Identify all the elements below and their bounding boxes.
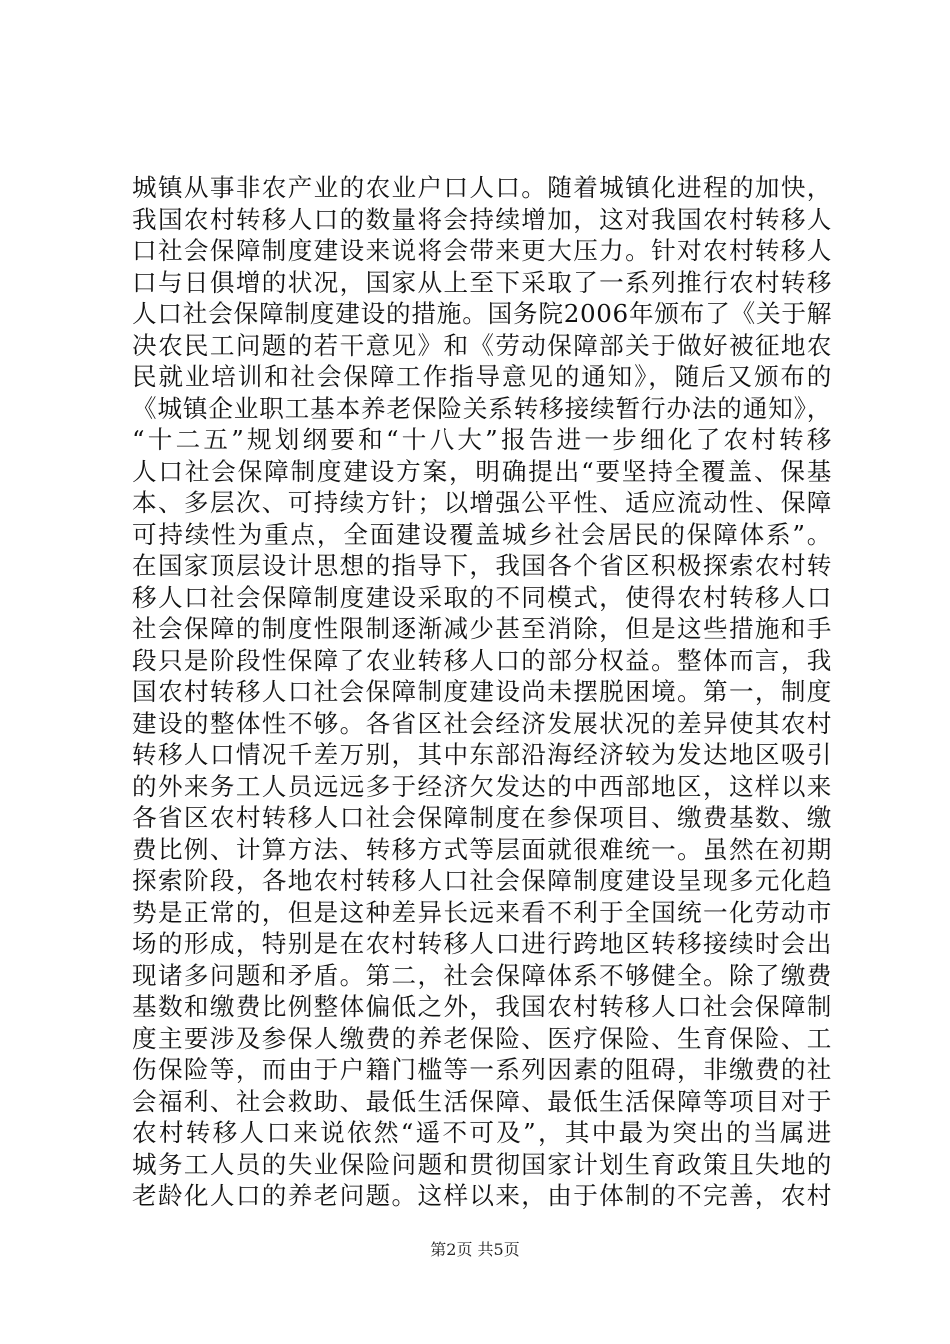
text-line: 转移人口情况千差万别，其中东部沿海经济较为发达地区吸引 [132,740,832,769]
text-line: 的外来务工人员远远多于经济欠发达的中西部地区，这样以来 [132,771,832,801]
text-line: 现诸多问题和矛盾。第二，社会保障体系不够健全。除了缴费 [132,960,832,990]
text-line: 我国农村转移人口的数量将会持续增加，这对我国农村转移人 [132,204,832,234]
text-line: 可持续性为重点，全面建设覆盖城乡社会居民的保障体系”。 [132,519,832,549]
text-line: 探索阶段，各地农村转移人口社会保障制度建设呈现多元化趋 [132,866,832,895]
text-line: 人口社会保障制度建设的措施。国务院2006年颁布了《关于解 [132,299,832,328]
text-line: 建设的整体性不够。各省区社会经济发展状况的差异使其农村 [132,708,832,738]
text-line: 民就业培训和社会保障工作指导意见的通知》，随后又颁布的 [132,362,832,391]
text-line: 场的形成，特别是在农村转移人口进行跨地区转移接续时会出 [132,929,832,958]
text-line: 度主要涉及参保人缴费的养老保险、医疗保险、生育保险、工 [132,1023,832,1053]
page-number-footer: 第2页 共5页 [430,1240,520,1259]
text-line: 社会保障的制度性限制逐渐减少甚至消除，但是这些措施和手 [132,614,832,643]
text-line: 口与日俱增的状况，国家从上至下采取了一系列推行农村转移 [132,267,832,297]
text-line: 费比例、计算方法、转移方式等层面就很难统一。虽然在初期 [132,834,832,864]
text-line: 人口社会保障制度建设方案，明确提出“要坚持全覆盖、保基 [132,456,832,486]
text-line: 各省区农村转移人口社会保障制度在参保项目、缴费基数、缴 [132,803,832,832]
text-line: 会福利、社会救助、最低生活保障、最低生活保障等项目对于 [132,1086,832,1116]
text-line: 口社会保障制度建设来说将会带来更大压力。针对农村转移人 [132,236,832,265]
text-line: 移人口社会保障制度建设采取的不同模式，使得农村转移人口 [132,582,832,612]
body-text [132,172,832,1212]
text-line: 在国家顶层设计思想的指导下，我国各个省区积极探索农村转 [132,551,832,580]
text-line: 老龄化人口的养老问题。这样以来，由于体制的不完善，农村 [132,1181,832,1210]
text-line: 城镇从事非农产业的农业户口人口。随着城镇化进程的加快， [132,173,832,202]
text-line: 农村转移人口来说依然“遥不可及”，其中最为突出的当属进 [132,1118,832,1147]
text-line: 势是正常的，但是这种差异长远来看不利于全国统一化劳动市 [132,897,832,927]
text-line: 城务工人员的失业保险问题和贯彻国家计划生育政策且失地的 [132,1149,832,1179]
text-line: 《城镇企业职工基本养老保险关系转移接续暂行办法的通知》， [132,393,832,423]
text-line: 伤保险等，而由于户籍门槛等一系列因素的阻碍，非缴费的社 [132,1055,832,1084]
text-line: 决农民工问题的若干意见》和《劳动保障部关于做好被征地农 [132,330,832,360]
text-line: 基数和缴费比例整体偏低之外，我国农村转移人口社会保障制 [132,992,832,1021]
text-line: “十二五”规划纲要和“十八大”报告进一步细化了农村转移 [132,425,832,454]
text-line: 国农村转移人口社会保障制度建设尚未摆脱困境。第一，制度 [132,677,832,706]
text-line: 本、多层次、可持续方针；以增强公平性、适应流动性、保障 [132,488,832,517]
text-line: 段只是阶段性保障了农业转移人口的部分权益。整体而言，我 [132,645,832,675]
